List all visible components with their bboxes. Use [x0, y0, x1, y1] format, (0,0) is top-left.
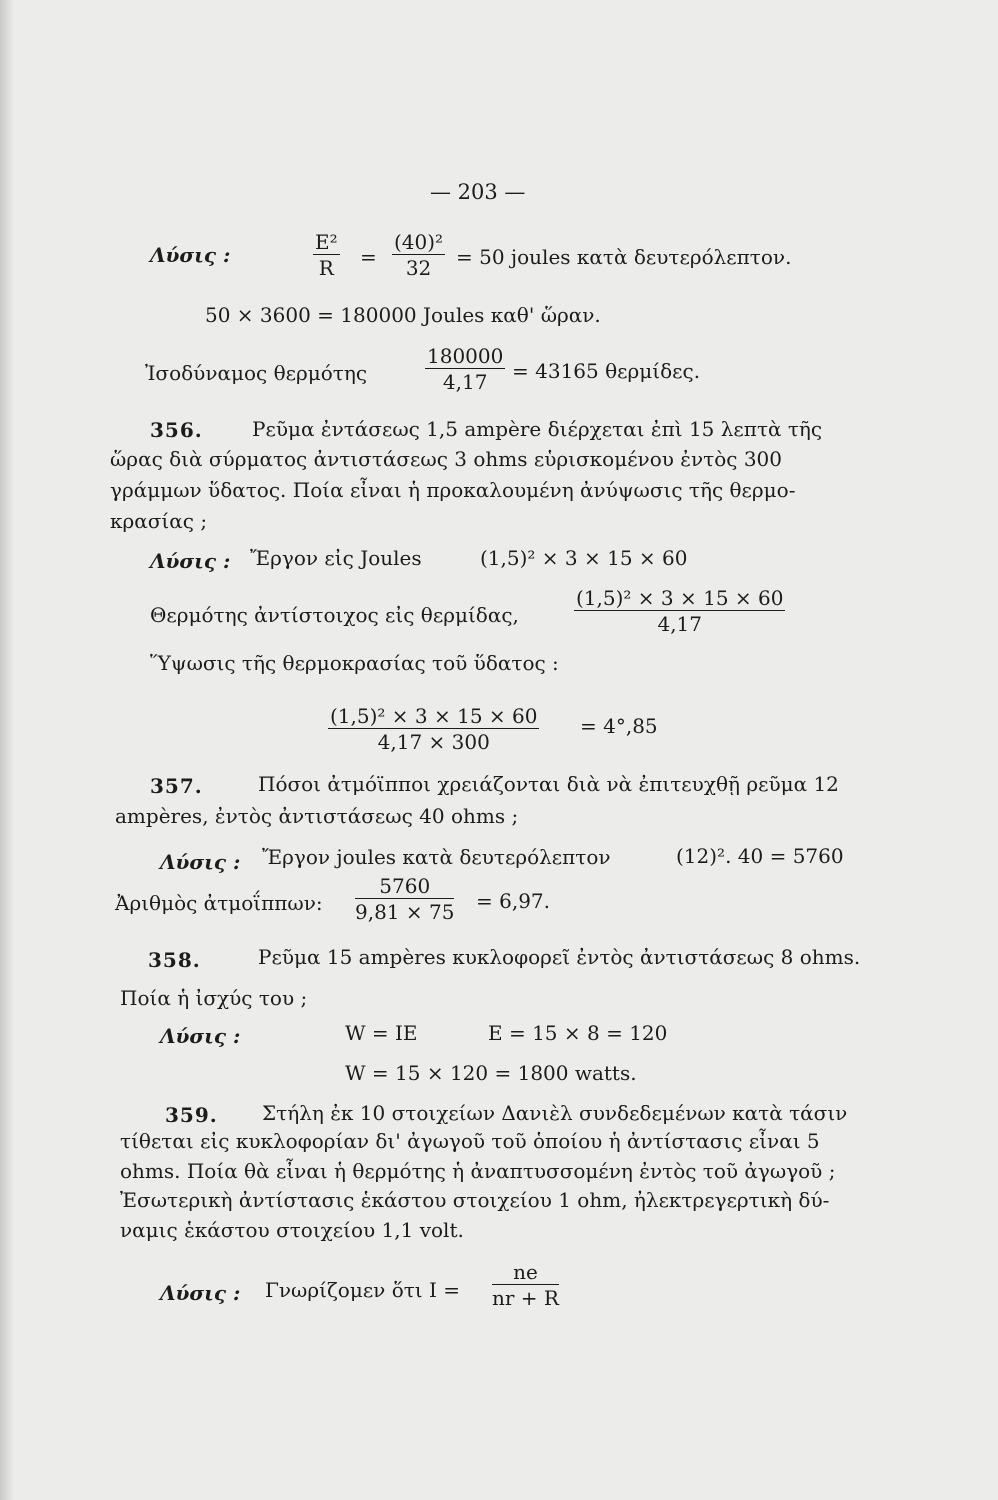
problem-359-line4: Ἐσωτερικὴ ἀντίστασις ἑκάστου στοιχείου 1 ohm, ἠλεκτρεγερτικὴ δύ- — [120, 1188, 830, 1212]
work-label-357: Ἔργον joules κατὰ δευτερόλεπτον — [262, 845, 611, 869]
hp-result-357: = 6,97. — [476, 889, 551, 913]
rise-result-356: = 4°,85 — [580, 714, 658, 738]
watts-eq-358: W = 15 × 120 = 1800 watts. — [345, 1061, 637, 1085]
problem-359-line2: τίθεται εἰς κυκλοφορίαν δι' ἀγωγοῦ τοῦ ὁποίου ἡ ἀντίστασις εἶναι 5 — [120, 1129, 820, 1153]
problem-357-line1: Πόσοι ἀτμόϊπποι χρειάζονται διὰ νὰ ἐπιτευχθῇ ρεῦμα 12 — [258, 772, 839, 796]
problem-number-357: 357. — [150, 774, 203, 798]
work-value-356: (1,5)² × 3 × 15 × 60 — [480, 546, 688, 570]
fraction-heat: $\frac{180000}{4,17}$ — [427, 344, 504, 394]
problem-number-358: 358. — [148, 948, 201, 972]
problem-359-line1: Στήλη ἐκ 10 στοιχείων Δανιὲλ συνδεδεμένων κατὰ τάσιν — [262, 1101, 848, 1125]
solution-label-358: Λύσις : — [160, 1024, 241, 1048]
problem-357-line2: ampères, ἐντὸς ἀντιστάσεως 40 ohms ; — [115, 804, 519, 828]
joules-per-hour-line: 50 × 3600 = 180000 Joules καθ' ὥραν. — [205, 303, 601, 327]
solution-label-356: Λύσις : — [150, 549, 231, 573]
solution-label-357: Λύσις : — [160, 850, 241, 874]
problem-356-line2: ὥρας διὰ σύρματος ἀντιστάσεως 3 ohms εὑρισκομένου ἐντὸς 300 — [110, 447, 782, 471]
solution-label: Λύσις : — [150, 243, 231, 267]
work-label-356: Ἔργον εἰς Joules — [250, 546, 422, 570]
fraction-40sq-over-32: $\frac{\text{(40)²}}{32}$ — [394, 230, 444, 280]
problem-358-line1: Ρεῦμα 15 ampères κυκλοφορεῖ ἐντὸς ἀντιστάσεως 8 ohms. — [258, 945, 861, 969]
know-statement-359: Γνωρίζομεν ὅτι I = — [265, 1278, 461, 1302]
page-number: — 203 — — [430, 180, 526, 204]
work-value-357: (12)². 40 = 5760 — [676, 844, 844, 868]
equals-sign: = — [360, 245, 377, 269]
fraction-current-359: $\frac{ne}{nr + R}$ — [492, 1260, 559, 1310]
heat-equivalent-label: Ἰσοδύναμος θερμότης — [145, 361, 368, 385]
problem-358-line2: Ποία ἡ ἰσχύς του ; — [120, 986, 308, 1010]
fraction-hp-357: $\frac{5760}{9,81 \times 75}$ — [355, 874, 455, 924]
page-edge-shadow — [0, 0, 14, 1500]
problem-number-359: 359. — [165, 1103, 218, 1127]
joules-result: = 50 joules κατὰ δευτερόλεπτον. — [456, 245, 792, 269]
rise-label-356: Ὕψωσις τῆς θερμοκρασίας τοῦ ὕδατος : — [150, 651, 559, 675]
solution-label-359: Λύσις : — [160, 1281, 241, 1305]
problem-356-line3: γράμμων ὕδατος. Ποία εἶναι ἡ προκαλουμένη ἀνύψωσις τῆς θερμο- — [110, 478, 796, 502]
heat-result: = 43165 θερμίδες. — [512, 359, 701, 383]
heat-label-356: Θερμότης ἀντίστοιχος εἰς θερμίδας, — [150, 603, 519, 627]
hp-label-357: Ἀριθμὸς ἀτμοΐππων: — [115, 891, 323, 915]
voltage-eq-358: E = 15 × 8 = 120 — [488, 1021, 668, 1045]
fraction-rise-356: $\frac{\text{(1,5)² × 3 × 15 × 60}}{4,17 \times 300}$ — [330, 704, 538, 754]
power-eq-358: W = IE — [345, 1021, 418, 1045]
fraction-heat-356: $\frac{\text{(1,5)² × 3 × 15 × 60}}{4,17}$ — [576, 586, 784, 636]
problem-356-line4: κρασίας ; — [110, 509, 208, 533]
problem-number-356: 356. — [150, 418, 203, 442]
fraction-e2-over-r: $\frac{\text{E²}}{R}$ — [315, 230, 338, 280]
problem-356-line1: Ρεῦμα ἐντάσεως 1,5 ampère διέρχεται ἐπὶ 15 λεπτὰ τῆς — [252, 417, 823, 441]
problem-359-line5: ναμις ἑκάστου στοιχείου 1,1 volt. — [120, 1218, 464, 1242]
problem-359-line3: ohms. Ποία θὰ εἶναι ἡ θερμότης ἡ ἀναπτυσσομένη ἐντὸς τοῦ ἀγωγοῦ ; — [120, 1159, 836, 1183]
